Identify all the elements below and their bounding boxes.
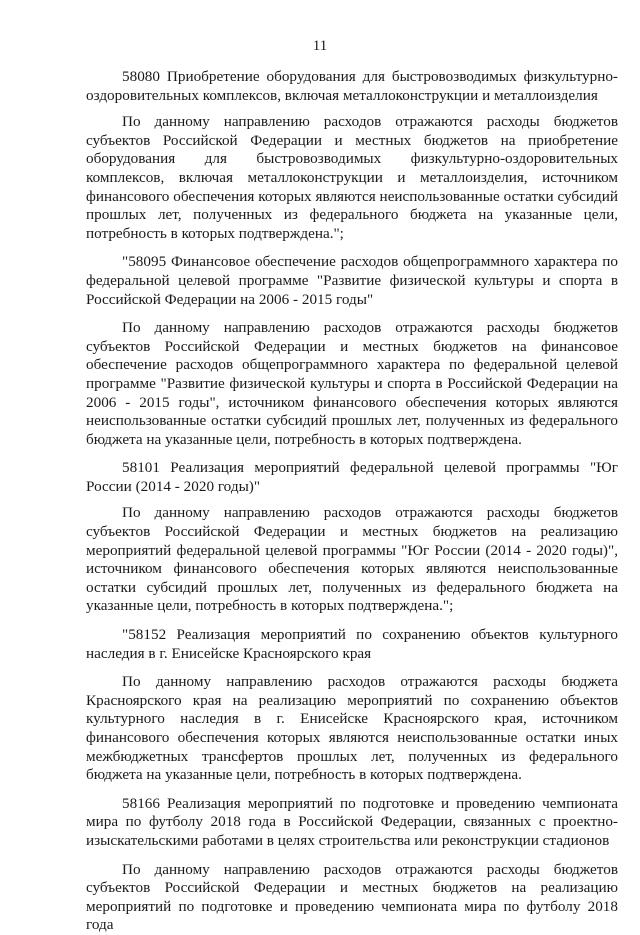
section-text-58095: По данному направлению расходов отражаются расходы бюджетов субъектов Российской Федерации и местных бюджетов на финансовое обеспечение расходов общепрограммного характера по федеральной целевой программе "Развитие физической культуры и спорта в Российской Федерации на 2006 - 2015 годы", источником финансового обеспечения которых являются неиспользованные остатки субсидий прошлых лет, полученных из федерального бюджета на указанные цели, потребность в которых подтверждена. — [86, 319, 618, 448]
section-text-58152: По данному направлению расходов отражаются расходы бюджета Красноярского края на реализацию мероприятий по сохранению объектов культурного наследия в г. Енисейске Красноярского края, источником финансового обеспечения которых являются неиспользованные остатки иных межбюджетных трансфертов прошлых лет, полученных из федерального бюджета на указанные цели, потребность в которых подтверждена. — [86, 673, 618, 784]
section-heading-58152: "58152 Реализация мероприятий по сохранению объектов культурного наследия в г. Енисейске Красноярского края — [86, 626, 618, 662]
section-heading-58095: "58095 Финансовое обеспечение расходов общепрограммного характера по федеральной целевой программе "Развитие физической культуры и спорта в Российской Федерации на 2006 - 2015 годы" — [86, 253, 618, 308]
section-text-58080: По данному направлению расходов отражаются расходы бюджетов субъектов Российской Федерации и местных бюджетов на приобретение оборудования для быстровозводимых физкультурно-оздоровительных комплексов, включая металлоконструкции и металлоизделия, источником финансового обеспечения которых являются неиспользованные остатки субсидий прошлых лет, полученных из федерального бюджета на указанные цели, потребность в которых подтверждена."; — [86, 113, 618, 242]
section-text-58101: По данному направлению расходов отражаются расходы бюджетов субъектов Российской Федерации и местных бюджетов на реализацию мероприятий федеральной целевой программы "Юг России (2014 - 2020 годы)", источником финансового обеспечения которых являются неиспользованные остатки субсидий прошлых лет, полученных из федерального бюджета на указанные цели, потребность в которых подтверждена."; — [86, 504, 618, 615]
page-number: 11 — [312, 38, 328, 54]
document-body — [86, 68, 618, 935]
section-heading-58101: 58101 Реализация мероприятий федеральной целевой программы "Юг России (2014 - 2020 годы)" — [86, 459, 618, 495]
section-heading-58080: 58080 Приобретение оборудования для быстровозводимых физкультурно-оздоровительных комплексов, включая металлоконструкции и металлоизделия — [86, 68, 618, 104]
section-heading-58166: 58166 Реализация мероприятий по подготовке и проведению чемпионата мира по футболу 2018 года в Российской Федерации, связанных с проектно-изыскательскими работами в целях строительства или реконструкции стадионов — [86, 794, 618, 849]
section-text-58166: По данному направлению расходов отражаются расходы бюджетов субъектов Российской Федерации и местных бюджетов на реализацию мероприятий по подготовке и проведению чемпионата мира по футболу 2018 года — [86, 860, 618, 934]
